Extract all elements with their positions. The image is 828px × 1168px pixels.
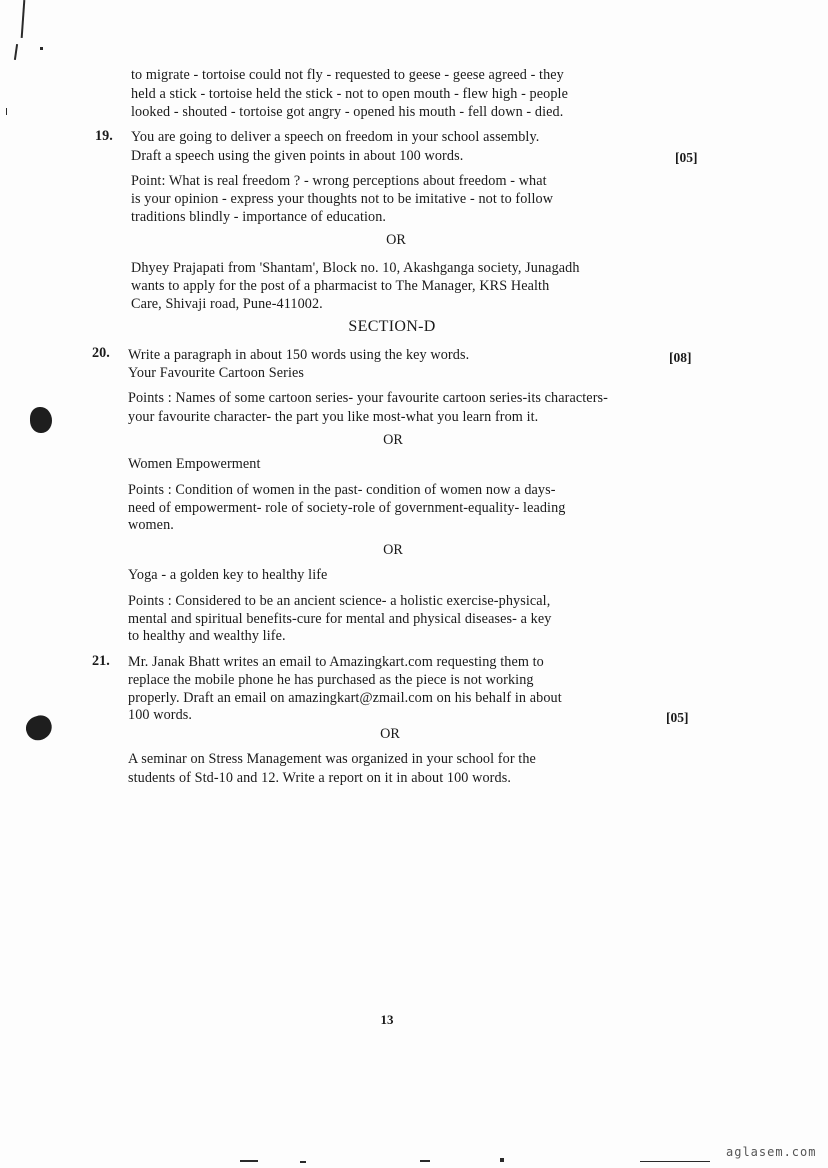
or-separator: OR bbox=[383, 432, 403, 448]
q19-point-2: is your opinion - express your thoughts not to be imitative - not to follow bbox=[131, 191, 554, 207]
q19-alt-line-1: Dhyey Prajapati from 'Shantam', Block no. 10, Akashganga society, Junagadh bbox=[131, 260, 580, 276]
or-separator: OR bbox=[380, 726, 400, 742]
q18-line-2: held a stick - tortoise held the stick - not to open mouth - flew high - people bbox=[131, 86, 568, 102]
pen-mark bbox=[21, 0, 26, 38]
q19-alt-line-2: wants to apply for the post of a pharmacist to The Manager, KRS Health bbox=[131, 278, 550, 294]
q21-line-3: properly. Draft an email on amazingkart@zmail.com on his behalf in about bbox=[128, 690, 562, 706]
q20-points-2-line-2: need of empowerment- role of society-role of government-equality- leading bbox=[128, 500, 566, 516]
watermark: aglasem.com bbox=[726, 1145, 817, 1159]
or-separator: OR bbox=[383, 542, 403, 558]
q20-topic-2: Women Empowerment bbox=[128, 456, 261, 472]
q21-alt-line-2: students of Std-10 and 12. Write a report on it in about 100 words. bbox=[128, 770, 511, 786]
scan-noise bbox=[240, 1160, 258, 1162]
marks-badge: [05] bbox=[675, 150, 698, 165]
q19-alt-line-3: Care, Shivaji road, Pune-411002. bbox=[131, 296, 323, 312]
q18-line-3: looked - shouted - tortoise got angry - opened his mouth - fell down - died. bbox=[131, 104, 564, 120]
question-number: 21. bbox=[92, 653, 110, 669]
q19-point-3: traditions blindly - importance of education. bbox=[131, 209, 387, 225]
q19-line-1: You are going to deliver a speech on freedom in your school assembly. bbox=[131, 129, 540, 145]
q19-point-1: Point: What is real freedom ? - wrong perceptions about freedom - what bbox=[131, 173, 547, 189]
q21-line-2: replace the mobile phone he has purchased as the piece is not working bbox=[128, 672, 534, 688]
marks-badge: [08] bbox=[669, 350, 692, 365]
ink-blot bbox=[23, 712, 56, 743]
or-separator: OR bbox=[386, 232, 406, 248]
q20-points-2-line-1: Points : Condition of women in the past- condition of women now a days- bbox=[128, 482, 556, 498]
scan-noise bbox=[640, 1161, 710, 1162]
scan-noise bbox=[500, 1158, 504, 1162]
q19-line-2: Draft a speech using the given points in about 100 words. bbox=[131, 148, 464, 164]
q20-topic-3: Yoga - a golden key to healthy life bbox=[128, 567, 328, 583]
q20-points-3-line-3: to healthy and wealthy life. bbox=[128, 628, 286, 644]
pen-mark bbox=[6, 108, 7, 115]
page-number: 13 bbox=[380, 1012, 394, 1027]
q21-line-1: Mr. Janak Bhatt writes an email to Amazingkart.com requesting them to bbox=[128, 654, 544, 670]
scan-noise bbox=[300, 1161, 306, 1163]
pen-mark bbox=[40, 47, 43, 50]
q21-line-4: 100 words. bbox=[128, 707, 193, 723]
q18-line-1: to migrate - tortoise could not fly - requested to geese - geese agreed - they bbox=[131, 67, 564, 83]
q20-points-2-line-3: women. bbox=[128, 517, 174, 533]
q20-points-3-line-2: mental and spiritual benefits-cure for mental and physical diseases- a key bbox=[128, 611, 552, 627]
question-number: 19. bbox=[95, 128, 113, 144]
q20-points-1-line-2: your favourite character- the part you like most-what you learn from it. bbox=[128, 409, 539, 425]
q20-points-1-line-1: Points : Names of some cartoon series- your favourite cartoon series-its characters- bbox=[128, 390, 608, 406]
q20-line-1: Write a paragraph in about 150 words using the key words. bbox=[128, 347, 470, 363]
section-heading: SECTION-D bbox=[348, 318, 436, 335]
q20-points-3-line-1: Points : Considered to be an ancient science- a holistic exercise-physical, bbox=[128, 593, 551, 609]
scan-noise bbox=[420, 1160, 430, 1162]
ink-blot bbox=[30, 407, 52, 433]
pen-mark bbox=[14, 44, 18, 60]
q20-topic-1: Your Favourite Cartoon Series bbox=[128, 365, 305, 381]
question-number: 20. bbox=[92, 345, 110, 361]
marks-badge: [05] bbox=[666, 710, 689, 725]
q21-alt-line-1: A seminar on Stress Management was organized in your school for the bbox=[128, 751, 536, 767]
